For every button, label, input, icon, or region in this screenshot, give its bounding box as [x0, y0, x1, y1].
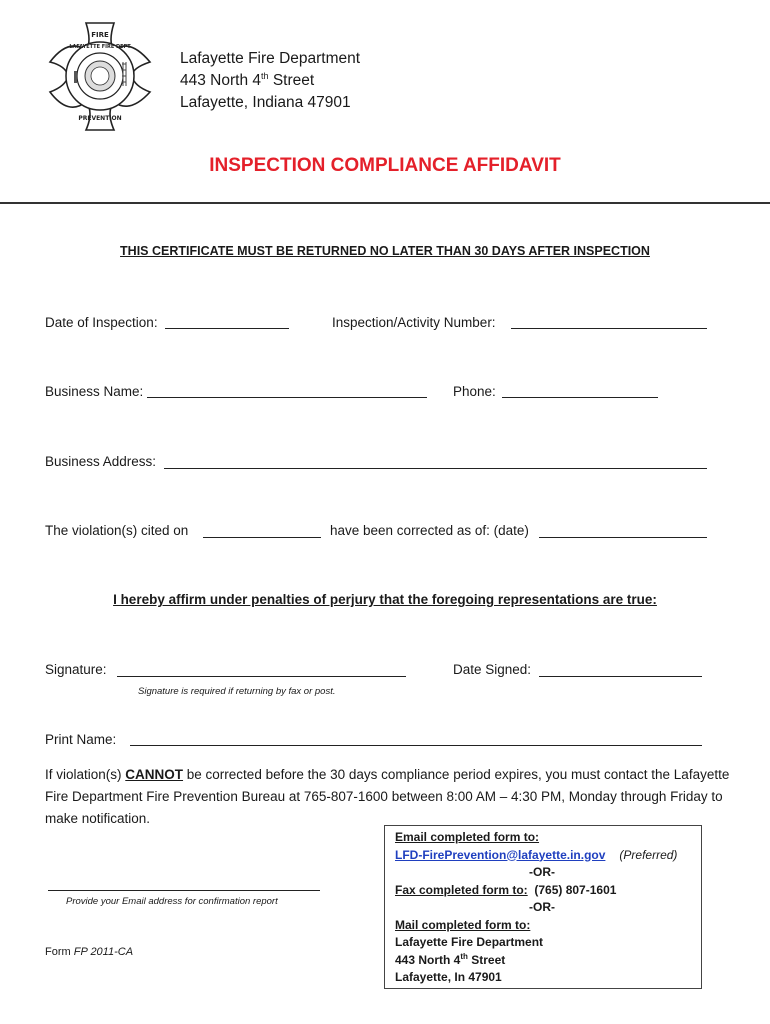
inspection-number-label: Inspection/Activity Number: [332, 315, 496, 330]
business-name-field[interactable] [147, 397, 427, 398]
business-name-label: Business Name: [45, 384, 144, 399]
form-number: Form FP 2011-CA [45, 946, 134, 958]
print-name-field[interactable] [130, 745, 702, 746]
department-address [180, 48, 360, 114]
cannot-emphasis: CANNOT [125, 767, 184, 782]
inspection-number-field[interactable] [511, 328, 707, 329]
email-note: Provide your Email address for confirmation report [66, 896, 278, 907]
department-street: 443 North 4th Street [180, 70, 315, 89]
email-link[interactable]: LFD-FirePrevention@lafayette.in.gov [395, 847, 606, 862]
or-separator-1: -OR- [529, 865, 555, 879]
date-of-inspection-label: Date of Inspection: [45, 315, 158, 330]
email-heading: Email completed form to: [395, 830, 540, 844]
logo-bottom-text: PREVENTION [78, 115, 122, 122]
signature-field[interactable] [117, 676, 406, 677]
instructions-paragraph: If violation(s) CANNOT be corrected before the 30 days compliance period expires, you must contact the Lafayette Fire Department Fire Prevention Bureau at 765-807-1600 between 8:00 AM – 4:30 PM, Monday through Friday to make notification. [45, 767, 730, 826]
phone-field[interactable] [502, 397, 658, 398]
return-notice: THIS CERTIFICATE MUST BE RETURNED NO LATER THAN 30 DAYS AFTER INSPECTION [120, 244, 650, 258]
preferred-note: (Preferred) [619, 847, 678, 862]
violations-cited-label: The violation(s) cited on [45, 523, 189, 538]
corrected-as-of-label: have been corrected as of: (date) [330, 523, 529, 538]
mail-city: Lafayette, In 47901 [395, 970, 502, 984]
print-name-label: Print Name: [45, 732, 117, 747]
fire-department-logo [44, 20, 156, 132]
business-address-field[interactable] [164, 468, 707, 469]
mail-street: 443 North 4th Street [395, 951, 506, 967]
violations-cited-date-field[interactable] [203, 537, 321, 538]
header-divider [0, 202, 770, 204]
or-separator-2: -OR- [529, 900, 555, 914]
corrected-date-field[interactable] [539, 537, 707, 538]
date-of-inspection-field[interactable] [165, 328, 289, 329]
date-signed-field[interactable] [539, 676, 702, 677]
department-name: Lafayette Fire Department [180, 50, 361, 67]
submission-instructions-box [384, 825, 702, 989]
form-title: INSPECTION COMPLIANCE AFFIDAVIT [209, 155, 561, 176]
business-address-label: Business Address: [45, 454, 157, 469]
mail-heading: Mail completed form to: [395, 917, 531, 932]
date-signed-label: Date Signed: [453, 662, 532, 677]
email-address-field[interactable] [48, 890, 320, 891]
logo-ring-text: LAFAYETTE FIRE DEPT [69, 44, 131, 50]
signature-label: Signature: [45, 662, 107, 677]
fax-number: (765) 807-1601 [534, 882, 617, 897]
phone-label: Phone: [453, 384, 496, 399]
perjury-affirmation: I hereby affirm under penalties of perjury that the foregoing representations are true: [113, 592, 657, 607]
logo-top-text: FIRE [91, 31, 109, 39]
department-city: Lafayette, Indiana 47901 [180, 94, 351, 111]
signature-note: Signature is required if returning by fax or post. [138, 686, 336, 697]
fax-heading: Fax completed form to: [395, 882, 528, 897]
mail-recipient: Lafayette Fire Department [395, 935, 544, 949]
